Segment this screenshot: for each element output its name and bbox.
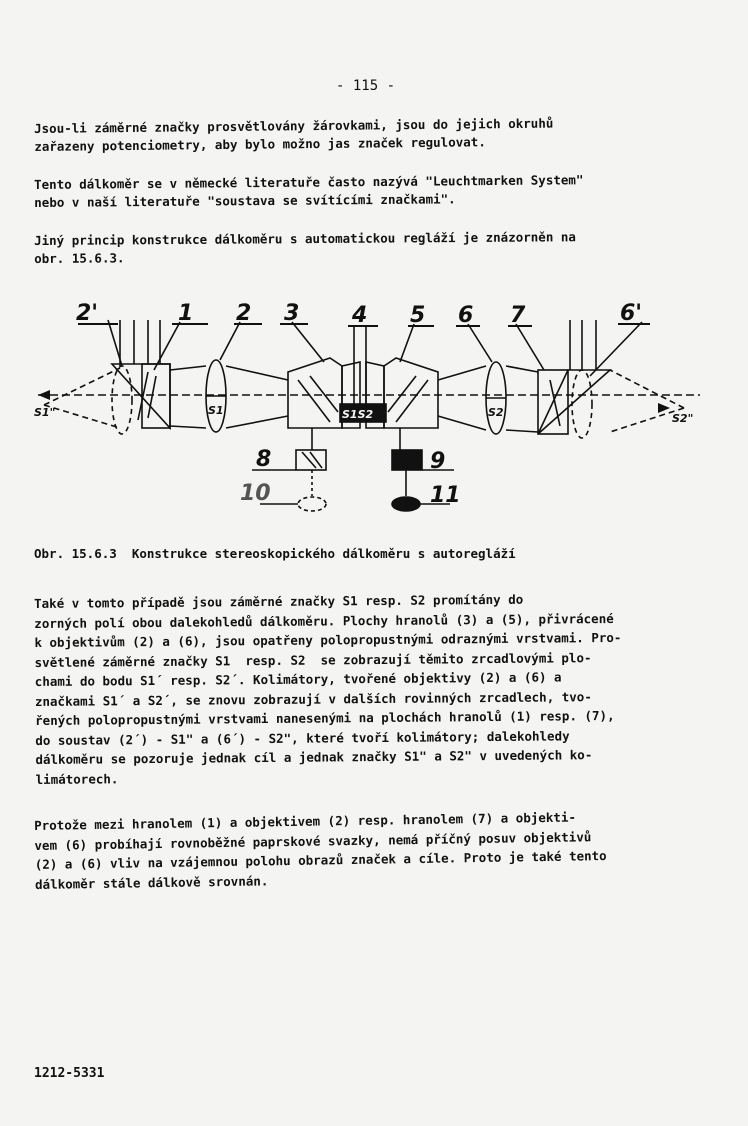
paragraph-3 (34, 228, 576, 268)
p4-line-10: limátorech. (35, 770, 119, 787)
label-4: 4 (352, 303, 368, 328)
label-11: 11 (430, 483, 461, 508)
p4-line-2: zorných polí obou dalekohledů dálkoměru. Plochy hranolů (3) a (5), přivrácené (34, 610, 614, 631)
label-1: 1 (178, 301, 194, 326)
page-number: - 115 - (336, 78, 396, 94)
label-3: 3 (284, 301, 300, 326)
p4-line-1: Také v tomto případě jsou záměrné značky S1 resp. S2 promítány do (34, 591, 524, 611)
p4-line-4: světlené záměrné značky S1 resp. S2 se zobrazují těmito zrcadlovými plo- (34, 649, 592, 670)
label-7: 7 (510, 303, 526, 328)
p1-line-2: zařazeny potenciometry, aby bylo možno jas značek regulovat. (34, 134, 486, 154)
right-arrow-icon (658, 403, 670, 413)
paragraph-5 (34, 807, 607, 894)
p5-line-2: vem (6) probíhají rovnoběžné paprskové svazky, nemá příčný posuv objektivů (34, 828, 592, 853)
paragraph-4 (34, 589, 623, 789)
label-6: 6 (458, 303, 474, 328)
left-arrow-icon (38, 390, 50, 400)
figure-caption: Obr. 15.6.3 Konstrukce stereoskopického dálkoměru s autoregláží (34, 546, 516, 561)
label-s1: S1 (208, 404, 224, 417)
p4-line-8: do soustav (2´) - S1" a (6´) - S2", které tvoří kolimátory; dalekohledy (35, 727, 570, 748)
label-8: 8 (256, 447, 272, 472)
p3-line-1: Jiný princip konstrukce dálkoměru s automatickou regláží je znázorněn na (34, 229, 576, 248)
p4-line-3: k objektivům (2) a (6), jsou opatřeny polopropustnými odraznými vrstvami. Pro- (34, 629, 622, 650)
p5-line-1: Protože mezi hranolem (1) a objektivem (2) resp. hranolem (7) a objekti- (34, 809, 577, 833)
p5-line-3: (2) a (6) vliv na vzájemnou polohu obrazů značek a cíle. Proto je také tento (34, 848, 607, 872)
label-2: 2 (236, 301, 252, 326)
label-9: 9 (430, 449, 446, 474)
p2-line-1: Tento dálkoměr se v německé literatuře často nazývá "Leuchtmarken System" (34, 172, 584, 192)
document-code: 1212-5331 (34, 1066, 105, 1081)
paragraph-1 (34, 115, 554, 156)
label-s1s2: S1S2 (342, 408, 374, 421)
rangefinder-diagram (30, 300, 710, 530)
p4-line-5: chami do bodu S1´ resp. S2´. Kolimátory, tvořené objektivy (2) a (6) a (34, 669, 562, 689)
p3-line-2: obr. 15.6.3. (34, 250, 125, 266)
p4-line-6: značkami S1´ a S2´, se znovu zobrazují v dalších rovinných zrcadlech, tvo- (34, 688, 592, 709)
label-6-prime: 6' (620, 301, 643, 326)
label-s1-double-prime: S1" (34, 406, 56, 419)
label-5: 5 (410, 303, 426, 328)
p5-line-4: dálkoměr stále dálkově srovnán. (34, 872, 269, 892)
p1-line-1: Jsou-li záměrné značky prosvětlovány žárovkami, jsou do jejich okruhů (34, 115, 554, 136)
paragraph-2 (34, 171, 584, 212)
p4-line-7: řených polopropustnými vrstvami nanesenými na plochách hranolů (1) resp. (7), (35, 707, 615, 728)
p4-line-9: dálkoměru se pozoruje jednak cíl a jednak značky S1" a S2" v uvedených ko- (35, 747, 593, 767)
label-10: 10 (240, 481, 271, 506)
label-s2-double-prime: S2" (672, 412, 694, 425)
label-s2: S2 (488, 406, 504, 419)
p2-line-2: nebo v naší literatuře "soustava se svítícími značkami". (34, 191, 456, 210)
label-2-prime: 2' (76, 301, 99, 326)
